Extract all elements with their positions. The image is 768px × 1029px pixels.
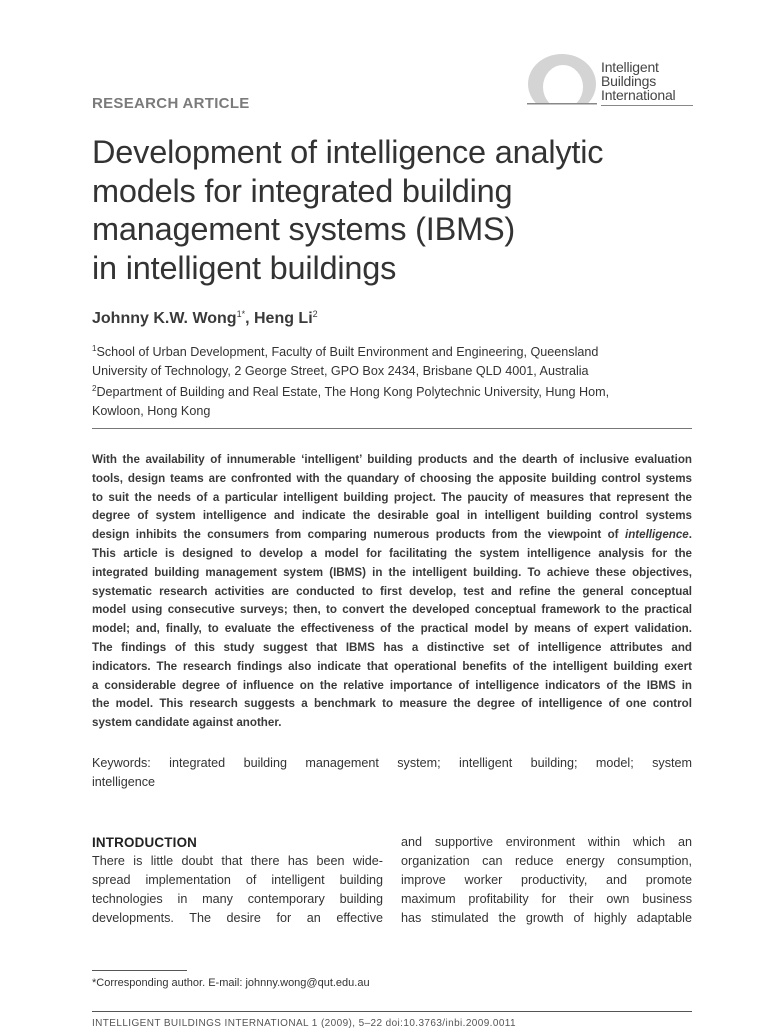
- abstract-italic-tail: .: [688, 528, 692, 542]
- affiliation-text: School of Urban Development, Faculty of Built Environment and Engineering, Queensland: [96, 345, 599, 359]
- journal-citation-footer: INTELLIGENT BUILDINGS INTERNATIONAL 1 (2009), 5–22 doi:10.3763/inbi.2009.0011: [92, 1018, 516, 1029]
- author-name: Johnny K.W. Wong: [92, 310, 237, 327]
- abstract-line: model using consecutive surveys; then, to convert the developed conceptual framework to the practical: [92, 603, 692, 617]
- author-name: Heng Li: [253, 310, 313, 327]
- abstract-line: tools, design teams are confronted with the quandary of choosing the apposite building control systems: [92, 471, 692, 485]
- author-separator: ,: [245, 310, 254, 327]
- abstract-line: to suit the needs of a particular intelligent building project. The paucity of measures that represent the: [92, 490, 692, 504]
- body-line: There is little doubt that there has been wide-: [92, 854, 383, 868]
- abstract-line: indicators. The research findings also indicate that operational benefits of the intelligent building exert: [92, 659, 692, 673]
- journal-logo-text: [601, 60, 675, 102]
- title-line: in intelligent buildings: [92, 249, 397, 286]
- abstract-line: the model. This research suggests a benchmark to measure the degree of intelligence of one control: [92, 697, 692, 711]
- section-heading-introduction: INTRODUCTION: [92, 835, 198, 850]
- affiliation-text: Department of Building and Real Estate, The Hong Kong Polytechnic University, Hung Hom,: [96, 385, 610, 400]
- author-list: [92, 309, 318, 328]
- abstract-line: degree of system intelligence and indicate the desirable goal in intelligent building control systems: [92, 509, 692, 523]
- logo-line-3: International: [601, 87, 676, 103]
- title-line: Development of intelligence analytic: [92, 134, 604, 170]
- title-line: models for integrated building: [92, 172, 513, 209]
- body-line: has stimulated the growth of highly adaptable: [401, 911, 692, 925]
- abstract-line: model; and, finally, to evaluate the effectiveness of the practical model by means of expert validation.: [92, 622, 692, 636]
- affiliation-number: 2: [92, 384, 97, 394]
- abstract-line: With the availability of innumerable ‘intelligent’ building products and the dearth of inclusive evaluation: [92, 453, 692, 466]
- keywords-line: intelligence: [92, 775, 156, 789]
- abstract: [92, 451, 692, 733]
- abstract-line: The findings of this study suggest that IBMS has a distinctive set of intelligence attributes and: [92, 640, 692, 654]
- article-title: [92, 133, 702, 287]
- body-line: organization can reduce energy consumption,: [401, 854, 692, 868]
- footer-rule: [92, 1011, 692, 1012]
- body-line: developments. The desire for an effective: [92, 911, 383, 925]
- author-affiliation-mark: 1*: [236, 309, 246, 319]
- abstract-line: systematic research activities are conducted to first develop, test and refine the general conceptual: [92, 584, 692, 598]
- footnote-rule: [92, 970, 187, 971]
- affiliation-line: Kowloon, Hong Kong: [92, 403, 211, 418]
- abstract-line-text: design inhibits the consumers from comparing numerous products from the viewpoint of: [92, 528, 619, 542]
- keywords: [92, 754, 692, 792]
- logo-line-2: Buildings: [601, 73, 657, 89]
- abstract-top-rule: [92, 428, 692, 429]
- corresponding-author-footnote: *Corresponding author. E-mail: johnny.wong@qut.edu.au: [92, 977, 370, 989]
- affiliation-number: 1: [92, 344, 97, 353]
- abstract-italic-word: intelligence: [624, 528, 689, 542]
- article-type-label: RESEARCH ARTICLE: [92, 95, 250, 112]
- body-line: technologies in many contemporary building: [92, 892, 383, 906]
- abstract-line: integrated building management system (IBMS) in the intelligent building. To achieve these objectives,: [92, 565, 692, 579]
- logo-line-1: Intelligent: [601, 59, 659, 75]
- affiliations: [92, 340, 702, 420]
- abstract-line: a considerable degree of influence on the relative importance of intelligence indicators of the IBMS in: [92, 678, 692, 692]
- body-line: improve worker productivity, and promote: [401, 873, 692, 887]
- abstract-line: system candidate against another.: [92, 716, 282, 730]
- journal-logo-mark: [527, 50, 597, 108]
- body-column-right: [401, 833, 692, 928]
- abstract-line: [92, 526, 692, 545]
- body-line: maximum profitability for their own business: [401, 892, 692, 906]
- body-line: spread implementation of intelligent building: [92, 873, 383, 887]
- keywords-line: Keywords: integrated building management system; intelligent building; model; system: [92, 756, 692, 770]
- affiliation-line: [92, 340, 702, 362]
- body-column-left: [92, 833, 383, 928]
- abstract-line: This article is designed to develop a model for facilitating the system intelligence analysis for the: [92, 546, 692, 560]
- title-line: management systems (IBMS): [92, 211, 516, 247]
- body-line: and supportive environment within which an: [401, 835, 692, 849]
- journal-logo: [527, 50, 697, 108]
- logo-underline: [601, 105, 693, 106]
- author-affiliation-mark: 2: [312, 309, 318, 319]
- affiliation-line: University of Technology, 2 George Street, GPO Box 2434, Brisbane QLD 4001, Australia: [92, 363, 589, 378]
- affiliation-line: [92, 380, 702, 402]
